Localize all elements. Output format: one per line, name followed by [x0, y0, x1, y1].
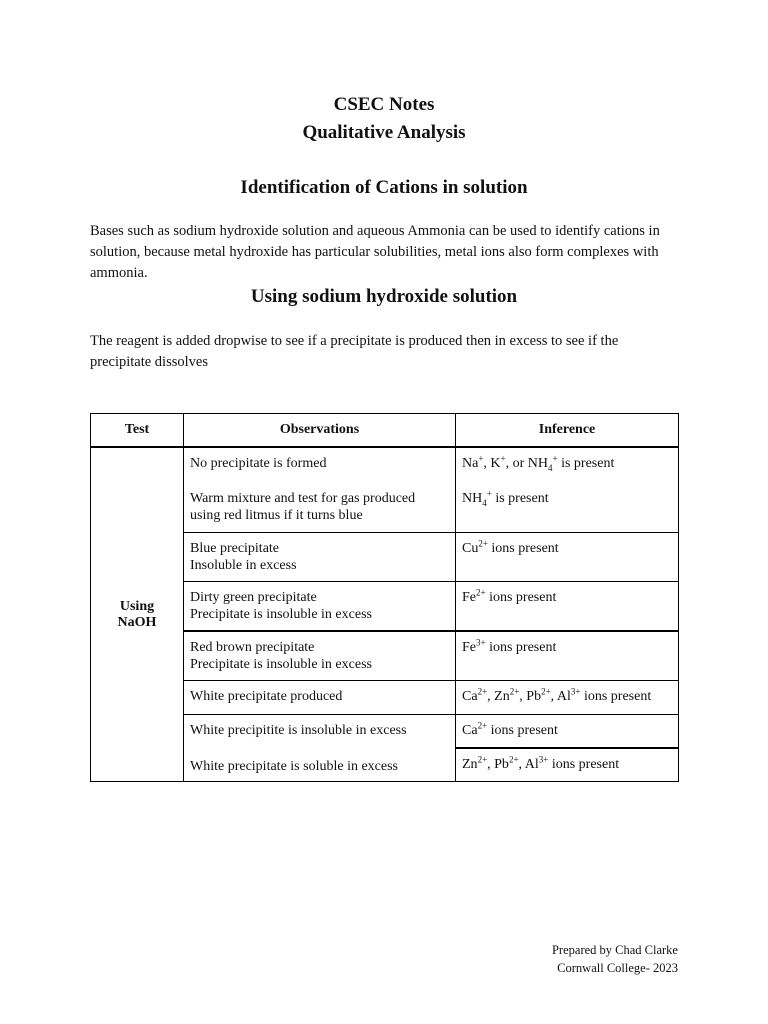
footer-credit	[552, 941, 678, 977]
inference-text: $Zn^{2+}$, $Pb^{2+}$, $Al^{3+}$ ions present	[462, 754, 620, 772]
inference-cell	[456, 748, 679, 782]
section-heading: Identification of Cations in solution	[240, 177, 528, 198]
observation-text: Insoluble in excess	[190, 558, 297, 573]
table-row	[91, 447, 679, 533]
subsection-heading: Using sodium hydroxide solution	[250, 286, 518, 307]
cation-test-table	[90, 413, 679, 782]
observation-cell	[184, 533, 456, 582]
inference-text: $Fe^{2+}$ ions present	[462, 587, 557, 605]
observation-text: White precipitate produced	[190, 689, 343, 704]
doc-subtitle: Qualitative Analysis	[302, 122, 466, 143]
footer-institution: Cornwall College- 2023	[557, 961, 678, 975]
inference-cell	[456, 681, 679, 715]
footer-author: Prepared by Chad Clarke	[551, 943, 678, 957]
inference-cell	[456, 582, 679, 632]
table-header-row	[91, 414, 679, 448]
inference-text: $Cu^{2+}$ ions present	[462, 538, 559, 556]
section-intro-paragraph: Bases such as sodium hydroxide solution and aqueous Ammonia can be used to identify cations in solution, because metal hydroxide has particular solubilities, metal ions also form complexes with ammonia.	[90, 223, 660, 281]
inference-text: $Ca^{2+}$, $Zn^{2+}$, $Pb^{2+}$, $Al^{3+}$ ions present	[462, 686, 652, 704]
test-cell-using-naoh	[91, 447, 184, 782]
inference-cell	[456, 631, 679, 681]
test-label-line1: Using	[119, 598, 155, 614]
observation-text: Precipitate is insoluble in excess	[190, 607, 372, 622]
inference-cell	[456, 533, 679, 582]
test-label-line2: NaOH	[117, 614, 157, 630]
inference-text: Na+, K+, or $NH_4^+$ is present	[462, 453, 615, 473]
observation-cell	[184, 631, 456, 681]
header-inference: Inference	[456, 414, 679, 448]
observation-text: Red brown precipitate	[190, 640, 315, 655]
header-test: Test	[91, 414, 184, 448]
observation-cell	[184, 715, 456, 749]
subsection-intro-paragraph: The reagent is added dropwise to see if a precipitate is produced then in excess to see if the precipitate dissolves	[90, 333, 619, 370]
observation-cell	[184, 748, 456, 782]
observation-cell	[184, 681, 456, 715]
observation-text: Precipitate is insoluble in excess	[190, 657, 372, 672]
inference-cell	[456, 447, 679, 533]
observation-text: Dirty green precipitate	[190, 590, 317, 605]
inference-text: $Ca^{2+}$ ions present	[462, 720, 558, 738]
observation-text: White precipitate is soluble in excess	[190, 759, 398, 774]
observation-cell	[184, 582, 456, 632]
observation-text: White precipitite is insoluble in excess	[190, 723, 407, 738]
observation-text: Warm mixture and test for gas produced	[190, 491, 416, 506]
inference-text: $Fe^{3+}$ ions present	[462, 637, 557, 655]
observation-text: No precipitate is formed	[190, 456, 327, 471]
observation-cell	[184, 447, 456, 533]
observation-text: using red litmus if it turns blue	[190, 508, 363, 523]
header-observations: Observations	[184, 414, 456, 448]
doc-title: CSEC Notes	[333, 94, 435, 115]
observation-text: Blue precipitate	[190, 541, 280, 556]
inference-text: $NH_4^+$ is present	[462, 488, 549, 508]
inference-cell	[456, 715, 679, 749]
